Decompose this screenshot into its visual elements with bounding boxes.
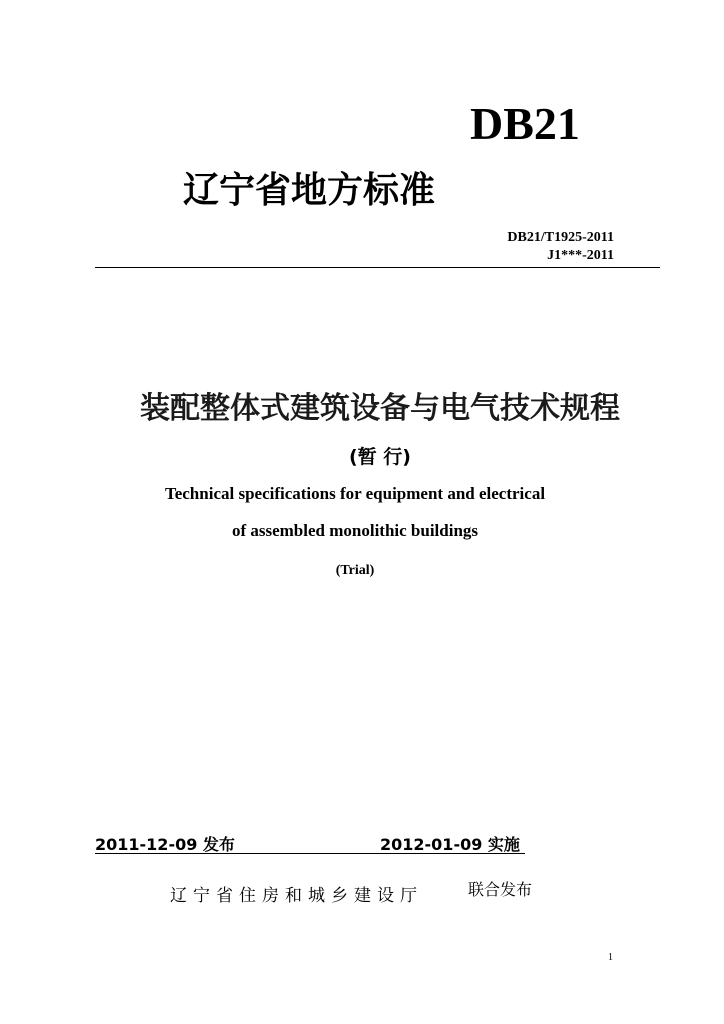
- document-title-cn: 装配整体式建筑设备与电气技术规程: [140, 391, 620, 426]
- record-number: J1***-2011: [547, 248, 614, 263]
- standard-type-title: 辽宁省地方标准: [183, 170, 436, 211]
- page-number: 1: [608, 952, 613, 963]
- trial-label-cn: (暂 行): [349, 446, 411, 468]
- standard-number: DB21/T1925-2011: [507, 230, 614, 245]
- document-title-en-line-2: of assembled monolithic buildings: [231, 521, 479, 540]
- footer-divider: [95, 853, 525, 854]
- implementation-date: 2012-01-09 实施: [380, 835, 520, 854]
- standard-code: DB21: [470, 98, 580, 149]
- trial-label-en: (Trial): [335, 563, 375, 578]
- issue-date: 2011-12-09 发布: [95, 835, 235, 854]
- joint-issue-label: 联合发布: [468, 880, 533, 899]
- issuing-authority: 辽宁省住房和城乡建设厅: [170, 886, 423, 906]
- document-title-en-line-1: Technical specifications for equipment and electrical: [164, 484, 546, 503]
- header-divider: [95, 267, 660, 268]
